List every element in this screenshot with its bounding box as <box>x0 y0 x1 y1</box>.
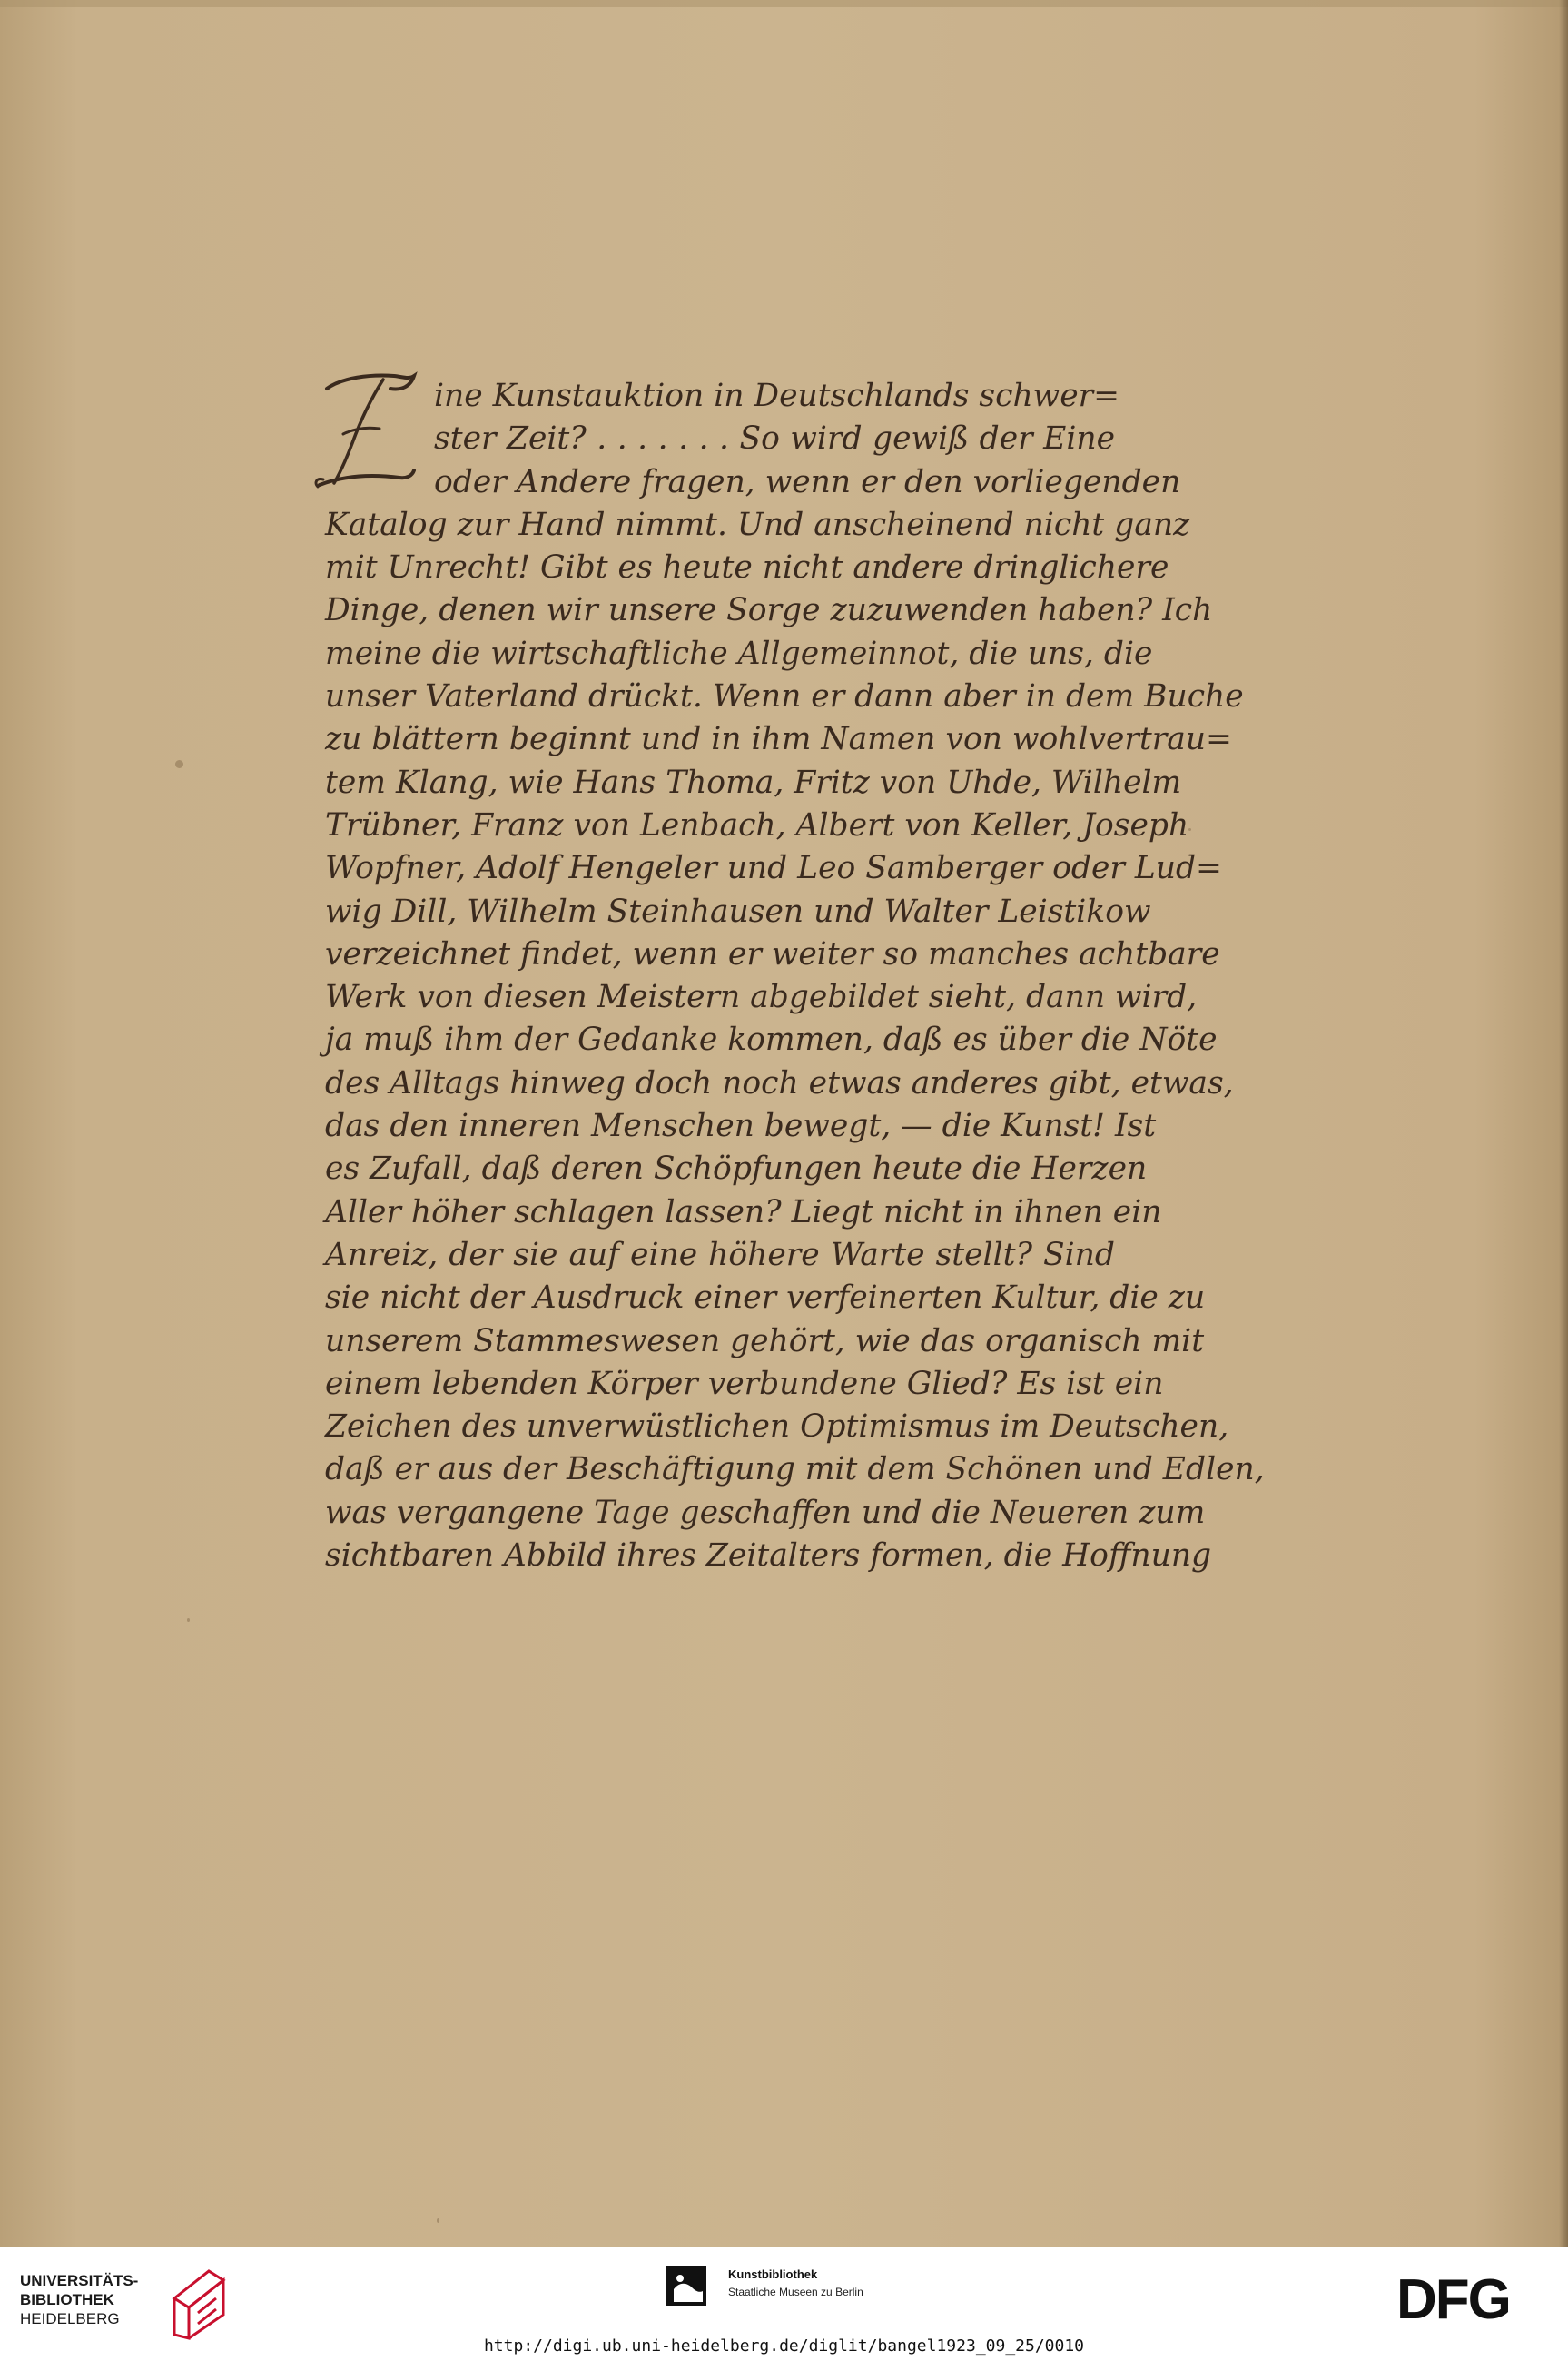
text-line: wig Dill, Wilhelm Steinhausen und Walter Leistikow <box>325 893 1151 930</box>
ub-line-2: BIBLIOTHEK <box>20 2291 114 2308</box>
dfg-logo[interactable] <box>1396 2268 1542 2331</box>
text-line: Trübner, Franz von Lenbach, Albert von Keller, Joseph <box>325 806 1189 844</box>
ub-line-1: UNIVERSITÄTS- <box>20 2272 139 2289</box>
permalink-url[interactable]: http://digi.ub.uni-heidelberg.de/diglit/bangel1923_09_25/0010 <box>483 2336 1085 2356</box>
university-library-logo[interactable] <box>20 2271 247 2335</box>
page-right-edge-shadow <box>1559 0 1568 2247</box>
paper-speck <box>187 1618 190 1622</box>
text-line: Katalog zur Hand nimmt. Und anscheinend nicht ganz <box>325 506 1190 543</box>
university-library-logo-icon <box>156 2267 240 2340</box>
text-line: Anreiz, der sie auf eine höhere Warte stellt? Sind <box>325 1236 1115 1273</box>
university-library-name <box>20 2271 138 2328</box>
text-line: Aller höher schlagen lassen? Liegt nicht in ihnen ein <box>325 1193 1162 1230</box>
text-line: Wopfner, Adolf Hengeler und Leo Samberger oder Lud= <box>325 850 1222 887</box>
text-line: sichtbaren Abbild ihres Zeitalters formen, die Hoffnung <box>325 1537 1212 1575</box>
text-line: ster Zeit? . . . . . . . So wird gewiß der Eine <box>434 420 1115 458</box>
text-line: Zeichen des unverwüstlichen Optimismus im Deutschen, <box>325 1408 1229 1446</box>
text-line: verzeichnet findet, wenn er weiter so manches achtbare <box>325 935 1220 973</box>
text-line: das den inneren Menschen bewegt, — die Kunst! Ist <box>325 1108 1157 1145</box>
svg-text:E: E <box>125 182 126 183</box>
body-text <box>325 375 1265 1577</box>
ub-line-3: HEIDELBERG <box>20 2310 120 2327</box>
text-line: daß er aus der Beschäftigung mit dem Schönen und Edlen, <box>325 1451 1265 1488</box>
text-line: oder Andere fragen, wenn er den vorliegenden <box>434 463 1181 500</box>
text-line: sie nicht der Ausdruck einer verfeinerten Kultur, die zu <box>325 1279 1206 1317</box>
kunstbibliothek-logo[interactable] <box>666 2260 939 2315</box>
text-line: des Alltags hinweg doch noch etwas anderes gibt, etwas, <box>325 1064 1234 1101</box>
text-line: es Zufall, daß deren Schöpfungen heute die Herzen <box>325 1151 1148 1188</box>
kunstbibliothek-subtitle: Staatliche Museen zu Berlin <box>728 2286 863 2298</box>
dfg-logo-text: DFG <box>1396 2268 1510 2331</box>
text-line: mit Unrecht! Gibt es heute nicht andere dringlichere <box>325 549 1169 587</box>
paper-speck <box>175 760 183 768</box>
text-line: unser Vaterland drückt. Wenn er dann aber in dem Buche <box>325 678 1244 716</box>
paper-speck <box>437 2218 439 2223</box>
text-line: Dinge, denen wir unsere Sorge zuzuwenden haben? Ich <box>325 592 1213 629</box>
digitization-footer <box>0 2247 1568 2361</box>
text-line: unserem Stammeswesen gehört, wie das organisch mit <box>325 1322 1205 1359</box>
page-top-edge <box>0 0 1568 7</box>
text-line: zu blättern beginnt und in ihm Namen von wohlvertrau= <box>325 721 1232 758</box>
text-line: Werk von diesen Meistern abgebildet sieht, dann wird, <box>325 979 1198 1016</box>
text-line: ine Kunstauktion in Deutschlands schwer= <box>434 378 1120 414</box>
text-line: tem Klang, wie Hans Thoma, Fritz von Uhde, Wilhelm <box>325 764 1182 801</box>
text-line: meine die wirtschaftliche Allgemeinnot, die uns, die <box>325 635 1153 672</box>
text-line: was vergangene Tage geschaffen und die Neueren zum <box>325 1494 1206 1531</box>
paper-speck <box>1188 828 1191 831</box>
kunstbibliothek-logo-icon <box>666 2266 706 2306</box>
text-line: ja muß ihm der Gedanke kommen, daß es über die Nöte <box>325 1022 1218 1059</box>
text-line: einem lebenden Körper verbundene Glied? Es ist ein <box>325 1365 1164 1402</box>
kunstbibliothek-name: Kunstbibliothek <box>728 2267 818 2281</box>
